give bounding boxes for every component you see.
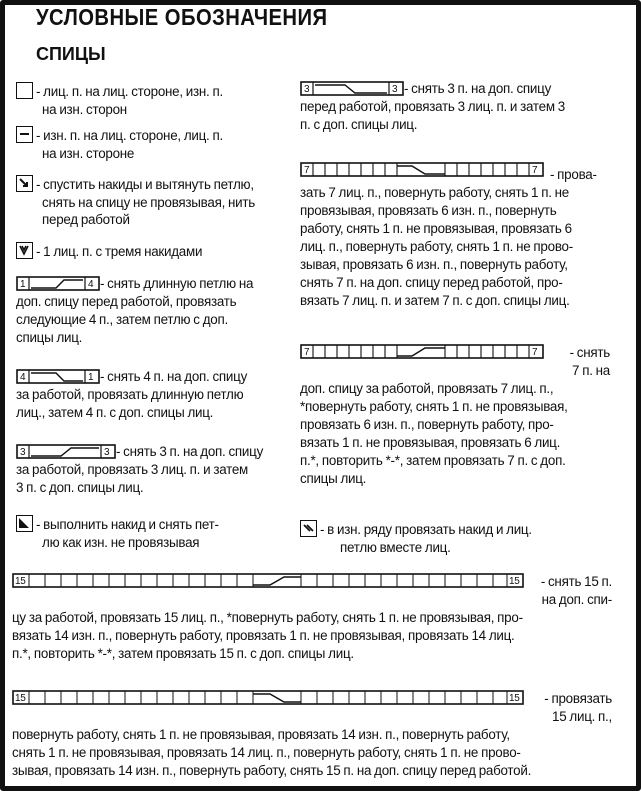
triple-yarnover-symbol xyxy=(16,242,33,259)
legend-fifteen-short-rows-front: 15 15 - провязать 15 лиц. п., повернуть работу, снять 1 п. не провязывая, провязать 14 изн. п., повернуть работу, снять 1 п. не провязывая, провязать 14 лиц. п., повернуть работу, снять 1 п. не прово- зывая, провязать 14 изн. п., повернуть работу, снять 15 п. на доп. спицу перед работой. xyxy=(12,691,612,778)
svg-text:7: 7 xyxy=(532,165,538,176)
cable-symbol-1-4 xyxy=(16,276,100,291)
svg-text:4: 4 xyxy=(20,372,26,383)
legend-three-stitches-back: 3 3 - снять 3 п. на доп. спицу за работой, провязать 3 лиц. п. и затем 3 п. с доп. спицы лиц. xyxy=(16,444,264,495)
svg-text:15: 15 xyxy=(509,576,520,587)
legend-drop-yarnovers: - спустить накиды и вытянуть петлю, снять на спицу не провязывая, нить перед работой xyxy=(16,175,291,229)
svg-text:7: 7 xyxy=(304,165,310,176)
cable-symbol-3-3-front xyxy=(300,81,404,96)
double-diagonal-symbol xyxy=(300,520,317,537)
svg-text:3: 3 xyxy=(392,84,398,95)
cable-symbol-7-7-front xyxy=(300,162,544,177)
legend-long-loop-front: 1 4 - снять длинную петлю на доп. спицу перед работой, провязать следующие 4 п., затем петлю с доп. спицы лиц. xyxy=(16,276,254,345)
legend-seven-short-rows-front: 7 7 - прова- зать 7 лиц. п., повернуть работу, снять 1 п. не провязывая, провязать 6 изн. п., повернуть работу, снять 1 п. не провязывая, провязать 6 лиц. п., повернуть работу, снять 1 п. не прово- зывая, провязать 6 изн. п., повернуть работу, снять 7 п. на доп. спицу перед работой, про- вязать 7 лиц. п. и затем 7 п. с доп. спицы лиц. xyxy=(300,162,610,310)
legend-yarnover-slip: - выполнить накид и снять пет- лю как изн. не провязывая xyxy=(16,515,291,552)
section-title: СПИЦЫ xyxy=(36,44,106,64)
cable-symbol-7-7-back xyxy=(300,344,544,359)
legend-seven-short-rows-back: 7 7 - снять 7 п. на доп. спицу за работой, провязать 7 лиц. п., *повернуть работу, снять 1 п. не провязывая, провязать 6 изн. п., повернуть работу, про- вязать 1 п. не провязывая, провязать 6 лиц. п.*, повторить *-*, затем провязать 7 п. с доп. спицы лиц. xyxy=(300,345,610,486)
svg-text:4: 4 xyxy=(88,279,94,290)
dash-square-symbol xyxy=(16,126,33,143)
svg-text:15: 15 xyxy=(15,576,26,587)
svg-text:3: 3 xyxy=(304,84,310,95)
svg-text:15: 15 xyxy=(509,693,520,704)
filled-triangle-symbol xyxy=(16,515,33,532)
svg-text:3: 3 xyxy=(104,447,110,458)
svg-text:15: 15 xyxy=(15,693,26,704)
cable-symbol-15-15-front xyxy=(12,690,524,705)
svg-text:1: 1 xyxy=(88,372,94,383)
svg-text:3: 3 xyxy=(20,447,26,458)
drop-yarnover-symbol xyxy=(16,175,33,192)
legend-knit-stitch: - лиц. п. на лиц. стороне, изн. п. на изн. сторон xyxy=(16,82,286,119)
legend-three-stitches-front: 3 3 - снять 3 п. на доп. спицу перед работой, провязать 3 лиц. п. и затем 3 п. с доп. спицы лиц. xyxy=(300,81,565,132)
svg-text:1: 1 xyxy=(20,279,26,290)
legend-purl-stitch: - изн. п. на лиц. стороне, лиц. п. на изн. стороне xyxy=(16,126,286,163)
legend-knit-three-yarnovers: - 1 лиц. п. с тремя накидами xyxy=(16,242,286,261)
cable-symbol-3-3 xyxy=(16,444,116,459)
page-title: УСЛОВНЫЕ ОБОЗНАЧЕНИЯ xyxy=(36,4,328,30)
empty-square-symbol xyxy=(16,82,33,99)
svg-text:7: 7 xyxy=(532,347,538,358)
cable-symbol-4-1 xyxy=(16,369,100,384)
legend-four-stitches-back: 4 1 - снять 4 п. на доп. спицу за работой, провязать длинную петлю лиц., затем 4 п. с доп. спицы лиц. xyxy=(16,369,248,420)
legend-knit-yarnover-together: - в изн. ряду провязать накид и лиц. петлю вместе лиц. xyxy=(300,520,610,557)
svg-text:7: 7 xyxy=(304,347,310,358)
legend-fifteen-short-rows-back: 15 15 - снять 15 п. на доп. спи- цу за работой, провязать 15 лиц. п., *повернуть работу, снять 1 п. не провязывая, про- вязать 14 изн. п., повернуть работу, провязать 1 п. не провязывая, провязать 14 лиц. п.*, повторить *-*, затем провязать 15 п. с доп. спицы лиц. xyxy=(12,574,612,661)
cable-symbol-15-15-back xyxy=(12,573,524,588)
